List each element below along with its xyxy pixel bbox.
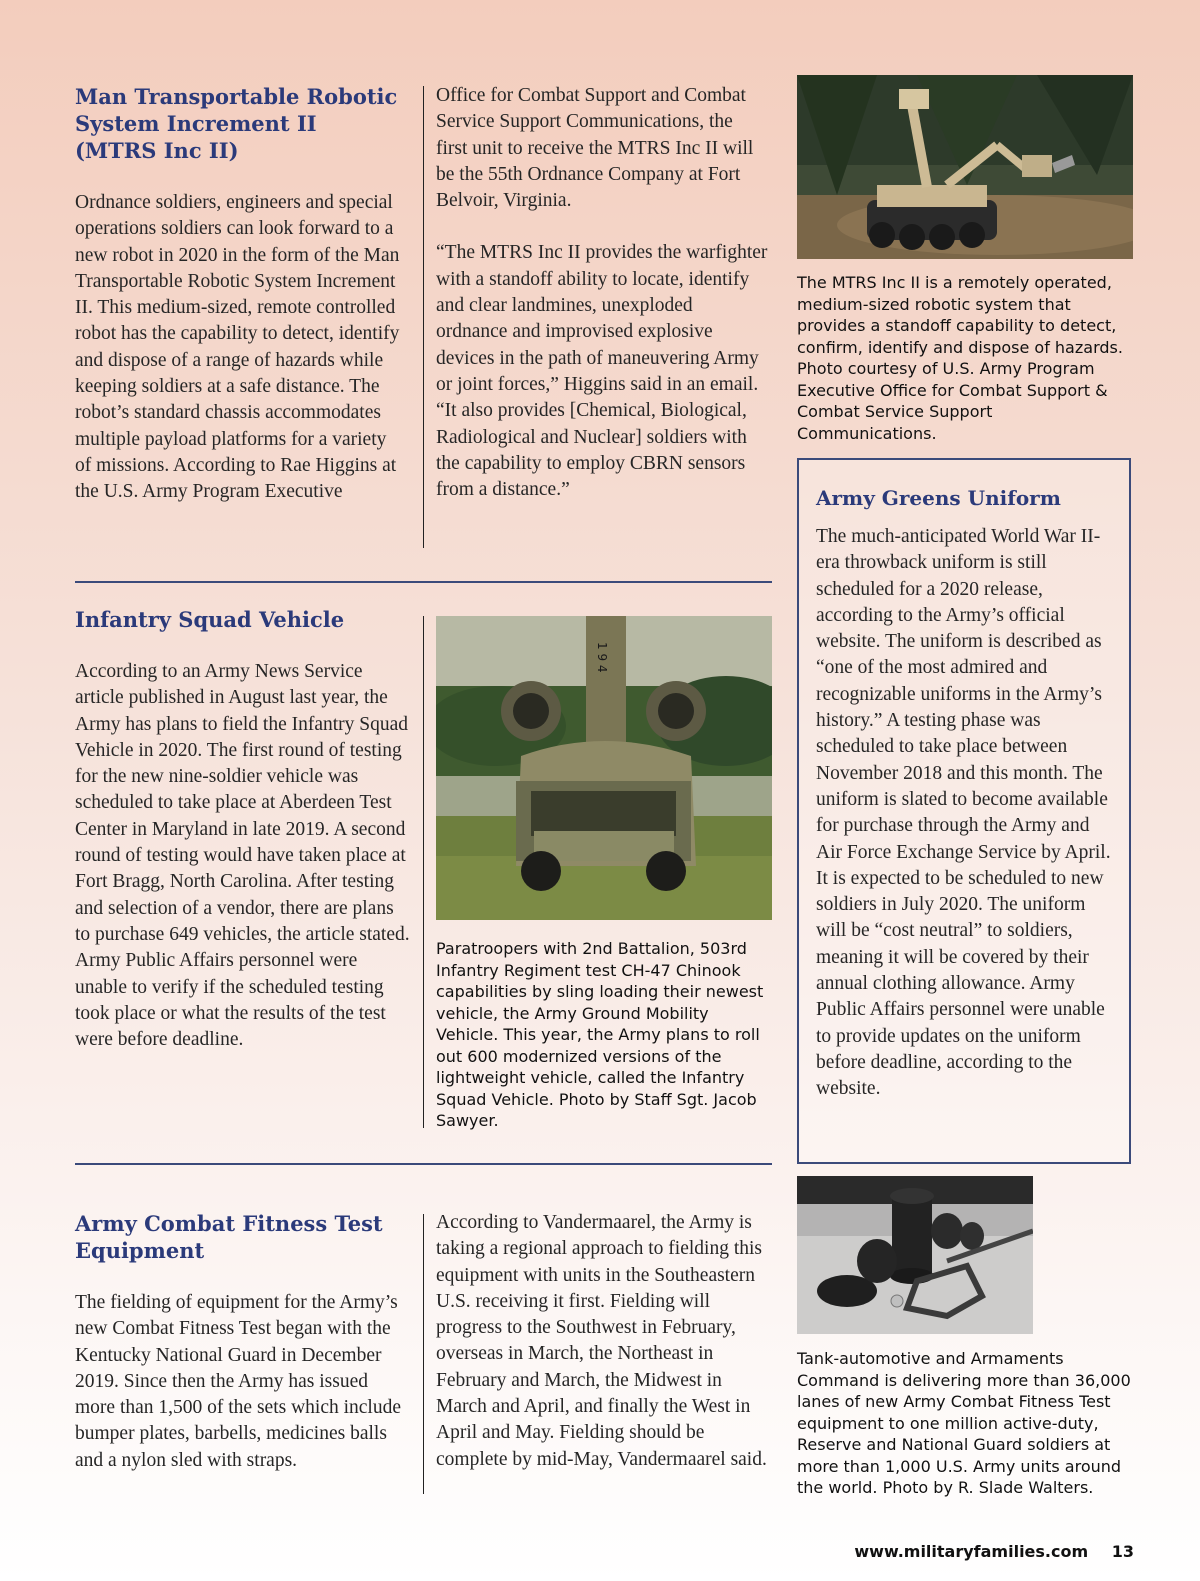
acft-body-col2: According to Vandermaarel, the Army is taking a regional approach to fielding this equipment with units in the Southeastern U.S. receiving it first. Fielding will progress to the Southwest in February, overseas in March, the Northeast in February and March, the Midwest in March and April, and finally the West in April and May. Fielding should be complete by mid-May, Vandermaarel said. <box>436 1212 767 1470</box>
acft-heading: Army Combat Fitness Test Equipment <box>75 1211 383 1263</box>
mtrs-heading: Man Transportable Robotic System Increment II (MTRS Inc II) <box>75 84 398 163</box>
isv-section <box>75 606 411 1079</box>
mtrs-photo-caption: The MTRS Inc II is a remotely operated, medium-sized robotic system that provides a standoff capability to detect, confirm, identify and dispose of hazards. Photo courtesy of U.S. Army Program Executive Office for Combat Support & Combat Service Support Communications. <box>797 273 1123 443</box>
column-divider <box>423 1214 424 1494</box>
mtrs-col2 <box>436 83 768 529</box>
section-divider <box>75 581 772 583</box>
section-divider <box>75 1163 772 1165</box>
mtrs-robot-photo <box>797 75 1133 259</box>
acft-photo-caption: Tank-automotive and Armaments Command is delivering more than 36,000 lanes of new Army Combat Fitness Test equipment to one million active-duty, Reserve and National Guard soldiers at more than 1,000 U.S. Army units around the world. Photo by R. Slade Walters. <box>797 1349 1131 1497</box>
page-footer <box>854 1542 1134 1561</box>
isv-photo-caption: Paratroopers with 2nd Battalion, 503rd Infantry Regiment test CH-47 Chinook capabilities by sling loading their newest vehicle, the Army Ground Mobility Vehicle. This year, the Army plans to roll out 600 modernized versions of the lightweight vehicle, called the Infantry Squad Vehicle. Photo by Staff Sgt. Jacob Sawyer. <box>436 939 764 1130</box>
mtrs-body-col1: Ordnance soldiers, engineers and special operations soldiers can look forward to a new robot in 2020 in the form of the Man Transportable Robotic System Increment II. This medium-sized, remote controlled robot has the capability to detect, identify and dispose of a range of hazards while keeping soldiers at a safe distance. The robot’s standard chassis accommodates multiple payload platforms for a variety of missions. According to Rae Higgins at the U.S. Army Program Executive <box>75 192 400 503</box>
acft-section <box>75 1210 411 1500</box>
mtrs-body-col2-p1: Office for Combat Support and Combat Service Support Communications, the first unit to receive the MTRS Inc II will be the 55th Ordnance Company at Fort Belvoir, Virginia. <box>436 85 754 212</box>
greens-body: The much-anticipated World War II-era throwback uniform is still scheduled for a 2020 release, according to the Army’s official website. The uniform is described as “one of the most admired and recognizable uniforms in the Army’s history.” A testing phase was scheduled to take place between November 2018 and this month. The uniform is slated to become available for purchase through the Army and Air Force Exchange Service by April. It is expected to be scheduled to new soldiers in July 2020. The uniform will be “cost neutral” to soldiers, meaning it will be covered by their annual clothing allowance. Army Public Affairs personnel were unable to provide updates on the uniform before deadline, according to the website. <box>816 526 1111 1100</box>
fitness-equipment-photo <box>797 1176 1033 1334</box>
column-divider <box>423 86 424 548</box>
acft-body-col1: The fielding of equipment for the Army’s new Combat Fitness Test began with the Kentucky National Guard in December 2019. Since then the Army has issued more than 1,500 of the sets which include bumper plates, barbells, medicines balls and a nylon sled with straps. <box>75 1292 402 1471</box>
footer-website[interactable]: www.militaryfamilies.com <box>854 1542 1089 1561</box>
mtrs-section <box>75 83 405 532</box>
isv-body: According to an Army News Service article published in August last year, the Army has plans to field the Infantry Squad Vehicle in 2020. The first round of testing for the new nine-soldier vehicle was scheduled to take place at Aberdeen Test Center in Maryland in late 2019. A second round of testing would have taken place at Fort Bragg, North Carolina. After testing and selection of a vendor, there are plans to purchase 649 vehicles, the article stated. Army Public Affairs personnel were unable to verify if the scheduled testing took place or what the results of the test were before deadline. <box>75 661 410 1051</box>
mtrs-body-col2-p2: “The MTRS Inc II provides the warfighter with a standoff ability to locate, identify and clear landmines, unexploded ordnance and improvised explosive devices in the path of maneuvering Army or joint forces,” Higgins said in an email. “It also provides [Chemical, Biological, Radiological and Nuclear] soldiers with the capability to employ CBRN sensors from a distance.” <box>436 242 768 501</box>
army-greens-sidebar <box>797 458 1131 1164</box>
column-divider <box>423 616 424 1128</box>
chinook-vehicle-photo <box>436 616 772 920</box>
greens-heading: Army Greens Uniform <box>816 486 1061 510</box>
isv-heading: Infantry Squad Vehicle <box>75 607 345 632</box>
tail-number: 1 9 4 <box>595 642 609 673</box>
page-number: 13 <box>1111 1542 1134 1561</box>
acft-col2 <box>436 1210 774 1499</box>
